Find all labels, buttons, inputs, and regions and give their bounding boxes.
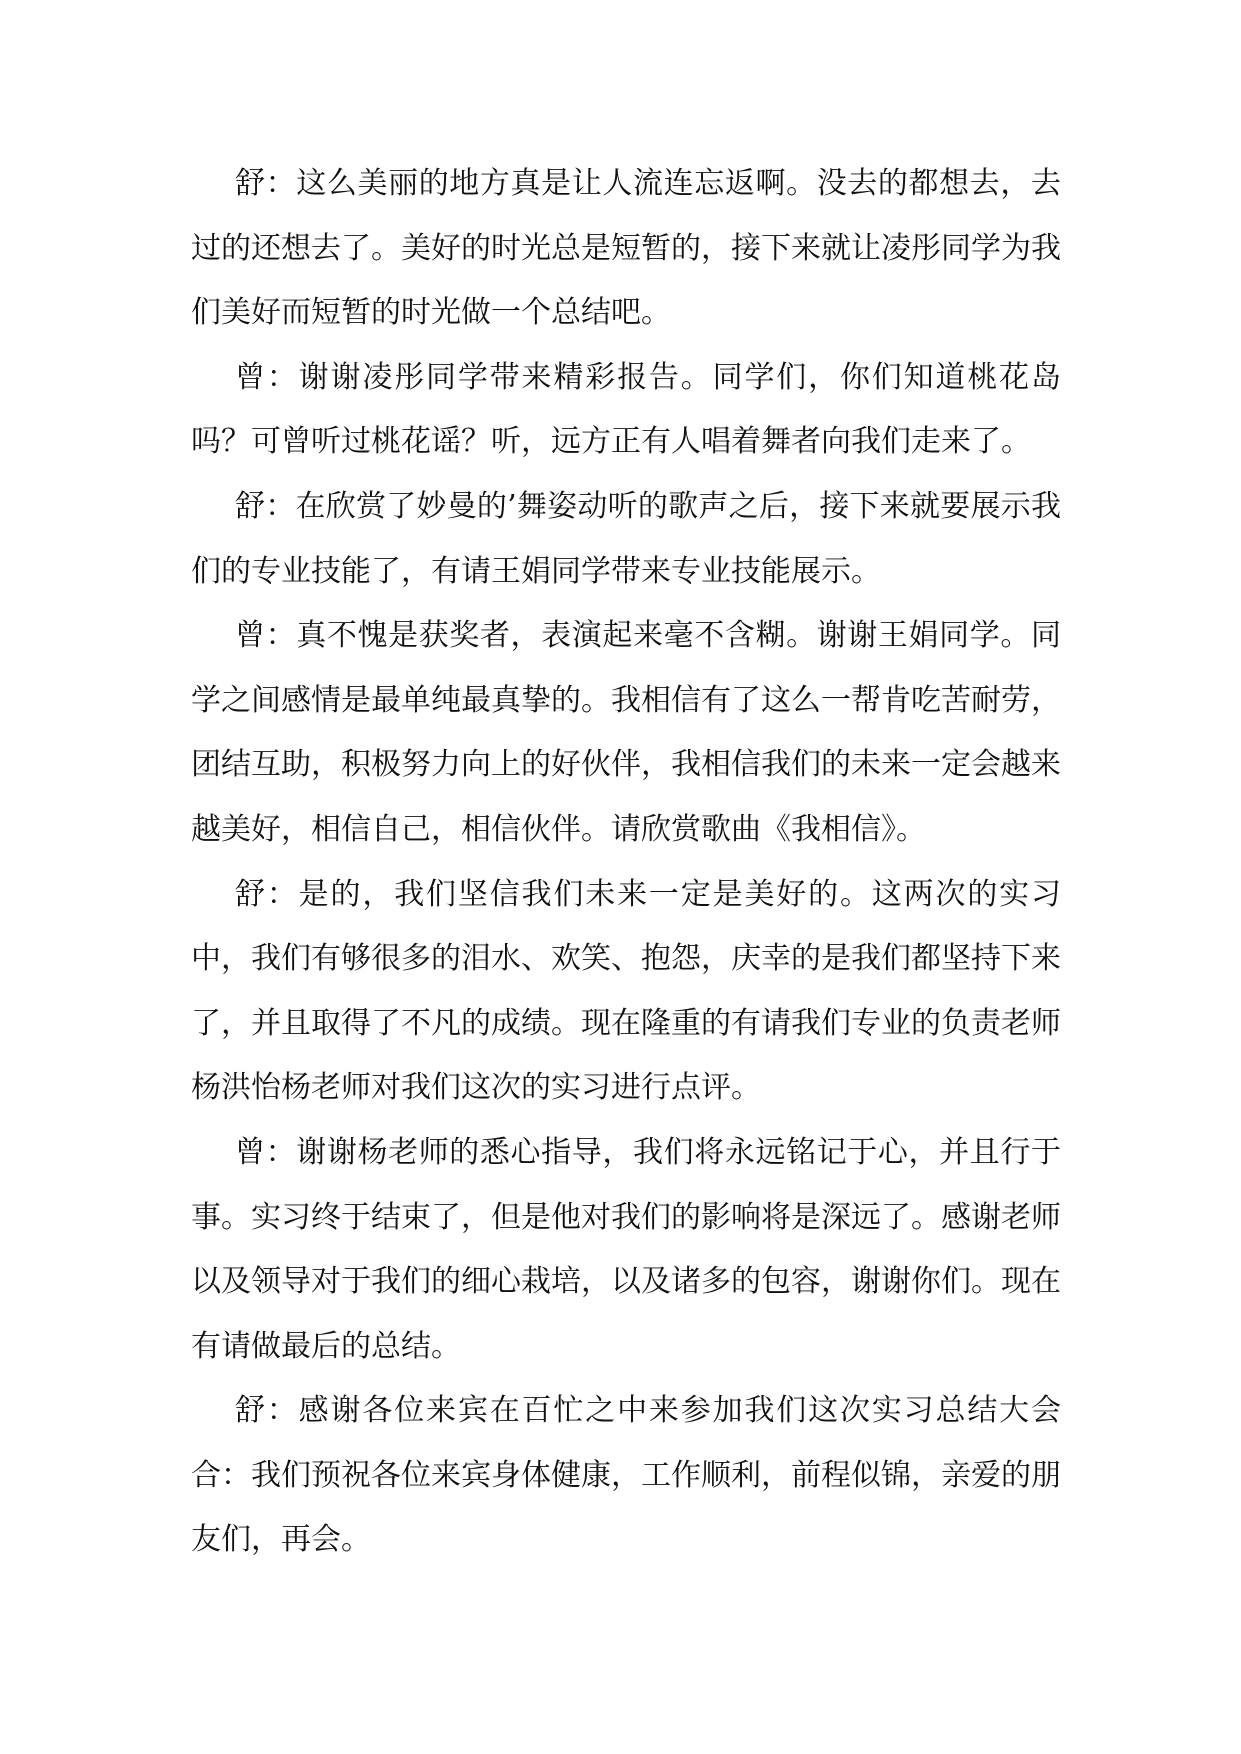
paragraph-6: 曾：谢谢杨老师的悉心指导，我们将永远铭记于心，并且行于事。实习终于结束了，但是他对我们的影响将是深远了。感谢老师以及领导对于我们的细心栽培，以及诸多的包容，谢谢你们。现在有请做最后的总结。 <box>191 1134 1061 1364</box>
document-body <box>191 152 1061 1573</box>
paragraph-5: 舒：是的，我们坚信我们未来一定是美好的。这两次的实习中，我们有够很多的泪水、欢笑、抱怨，庆幸的是我们都坚持下来了，并且取得了不凡的成绩。现在隆重的有请我们专业的负责老师杨洪怡杨老师对我们这次的实习进行点评。 <box>191 876 1061 1106</box>
paragraph-1: 舒：这么美丽的地方真是让人流连忘返啊。没去的都想去，去过的还想去了。美好的时光总是短暂的，接下来就让凌彤同学为我们美好而短暂的时光做一个总结吧。 <box>191 166 1061 331</box>
paragraph-7: 舒：感谢各位来宾在百忙之中来参加我们这次实习总结大会合：我们预祝各位来宾身体健康，工作顺利，前程似锦，亲爱的朋友们，再会。 <box>191 1393 1061 1558</box>
paragraph-3: 舒：在欣赏了妙曼的’舞姿动听的歌声之后，接下来就要展示我们的专业技能了，有请王娟同学带来专业技能展示。 <box>191 488 1061 589</box>
paragraph-2: 曾：谢谢凌彤同学带来精彩报告。同学们，你们知道桃花岛吗？可曾听过桃花谣？听，远方正有人唱着舞者向我们走来了。 <box>191 359 1061 460</box>
paragraph-4: 曾：真不愧是获奖者，表演起来毫不含糊。谢谢王娟同学。同学之间感情是最单纯最真挚的。我相信有了这么一帮肯吃苦耐劳，团结互助，积极努力向上的好伙伴，我相信我们的未来一定会越来越美好，相信自己，相信伙伴。请欣赏歌曲《我相信》。 <box>191 618 1061 847</box>
